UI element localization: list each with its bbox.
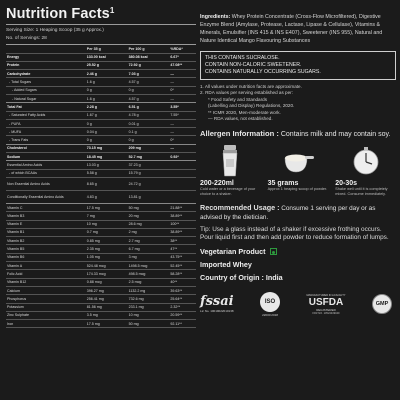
table-row xyxy=(6,203,196,211)
rda-value: — xyxy=(169,128,196,136)
nutrient-name: Folic Acid xyxy=(6,270,86,278)
nutrient-name: Vitamin B1 xyxy=(6,228,86,236)
rda-value: 0.92* xyxy=(169,153,196,161)
per-100g-value: 380.08 kcal xyxy=(128,53,170,61)
nutrient-name: Total Fat xyxy=(6,103,86,111)
per-100g-value: 732.6 mg xyxy=(128,295,170,303)
rda-value: 100** xyxy=(169,220,196,228)
nutrient-name: Vitamin B3 xyxy=(6,212,86,220)
rda-value: 0* xyxy=(169,136,196,144)
note-line: (Labelling and Display) Regulations, 2020. xyxy=(208,103,295,109)
per-serving-value: 0.85 mg xyxy=(86,237,128,245)
per-100g-value: 2 mg xyxy=(128,228,170,236)
sweetener-warning-box xyxy=(200,51,396,80)
nutrient-name: Carbohydrate xyxy=(6,70,86,78)
per-serving-value: 0 g xyxy=(86,136,128,144)
rda-value: — xyxy=(169,70,196,78)
nutrient-name: - MUFA xyxy=(6,128,86,136)
certification-logos xyxy=(200,292,396,317)
usage-tip: Tip: Use a glass instead of a shaker if excessive frothing occurs. Pour liquid first and then add powder to reduce formation of lumps. xyxy=(200,225,389,242)
note-line: * Food Safety and Standards xyxy=(208,96,267,102)
per-serving-value: 256.41 mg xyxy=(86,295,128,303)
per-100g-value: 50 mg xyxy=(128,203,170,211)
table-row xyxy=(6,153,196,161)
usage-scoop-amount: 35 grams xyxy=(267,179,299,187)
rda-value: 40** xyxy=(169,278,196,286)
per-serving-value: 0.7 mg xyxy=(86,228,128,236)
per-100g-value: 7.03 g xyxy=(128,70,170,78)
per-100g-value: 52.7 mg xyxy=(128,153,170,161)
per-100g-value: 24.72 g xyxy=(128,177,170,190)
rda-value xyxy=(169,169,196,177)
table-row xyxy=(6,136,196,144)
header-rda: %RDA* xyxy=(169,45,196,53)
nutrition-table xyxy=(6,45,196,328)
per-serving-value: 8.65 g xyxy=(86,177,128,190)
nutrient-name: Vitamin B12 xyxy=(6,278,86,286)
nutrient-name: Phosphorus xyxy=(6,295,86,303)
nutrient-name: Iron xyxy=(6,320,86,328)
per-100g-value: 0.01 g xyxy=(128,119,170,127)
per-100g-value: 72.92 g xyxy=(128,61,170,69)
table-row xyxy=(6,119,196,127)
rda-value: 21.88** xyxy=(169,203,196,211)
table-row xyxy=(6,245,196,253)
rda-value: 7.55* xyxy=(169,111,196,119)
nutrient-name: - Trans Fats xyxy=(6,136,86,144)
per-serving-value: 17.5 mg xyxy=(86,320,128,328)
usage-water-amount: 200-220ml xyxy=(200,179,234,187)
nutrient-name: Conditionally Essential Amino Acids xyxy=(6,190,86,203)
per-100g-value: 28.6 mg xyxy=(128,220,170,228)
rda-value: 39.63** xyxy=(169,286,196,294)
header-nutrient xyxy=(6,45,86,53)
usage-water-desc: Cold water or a beverage of your choice to a shaker. xyxy=(200,186,256,196)
rda-value: — xyxy=(169,78,196,86)
per-100g-value: 6.7 mg xyxy=(128,245,170,253)
nutrition-table-body xyxy=(6,53,196,328)
rda-value xyxy=(169,177,196,190)
table-row xyxy=(6,169,196,177)
per-serving-value: 18.45 mg xyxy=(86,153,128,161)
ingredients: Ingredients: Whey Protein Concentrate (Cross-Flow Microfiltered), Digestive Enzyme Blend (Amylase, Protease, Lactase, Lipase & Cellulase), Vitamins & Minerals, Emulsifier (INS 415 & INS E407), Sweetener (INS 955), Natural and Nature Identical Mango Flavouring Substances xyxy=(200,14,383,44)
rda-value: 2.32** xyxy=(169,303,196,311)
table-row xyxy=(6,177,196,190)
usfda-logo: MANUFACTURED IN A FACILITY USFDA REGISTERED FFR NO. 10524439049 xyxy=(306,293,346,315)
per-100g-value: 2.7 mg xyxy=(128,237,170,245)
per-serving-value: 1.6 g xyxy=(86,78,128,86)
per-100g-value: 50 mg xyxy=(128,320,170,328)
per-serving-value: 5.58 g xyxy=(86,169,128,177)
number-of-servings: No. of Servings: 28 xyxy=(6,35,196,45)
rda-value: 47** xyxy=(169,245,196,253)
table-row xyxy=(6,111,196,119)
usage-step-scoop xyxy=(268,144,329,197)
usage-steps xyxy=(200,144,396,197)
per-100g-value: 3 mg xyxy=(128,253,170,261)
nutrient-name: - Total Sugars xyxy=(6,78,86,86)
per-100g-value: 13.81 g xyxy=(128,190,170,203)
per-100g-value: 0 g xyxy=(128,86,170,94)
usage-step-water xyxy=(200,144,261,197)
per-serving-value: 2.35 mg xyxy=(86,245,128,253)
note-line: ** ICMR 2020, Men-moderate work. xyxy=(208,109,281,115)
table-row xyxy=(6,70,196,78)
table-row xyxy=(6,262,196,270)
table-row xyxy=(6,220,196,228)
per-100g-value: 0.1 g xyxy=(128,128,170,136)
nutrient-name: Vitamin B6 xyxy=(6,253,86,261)
usage-shake-desc: Shake well until it is completely mixed. Consume immediately. xyxy=(335,186,388,196)
warning-line: CONTAINS NATURALLY OCCURRING SUGARS. xyxy=(205,68,321,75)
per-serving-value: 3.5 mg xyxy=(86,311,128,319)
header-per-serving: Per 35 g xyxy=(86,45,128,53)
table-row xyxy=(6,253,196,261)
nutrition-facts-title: Nutrition Facts$^1$ xyxy=(6,6,196,25)
nutrition-facts-panel xyxy=(6,6,196,396)
table-row xyxy=(6,53,196,61)
per-100g-value: 4.57 g xyxy=(128,94,170,102)
rda-value: 47.08** xyxy=(169,61,196,69)
per-serving-value: 1.67 g xyxy=(86,111,128,119)
serving-size: Serving Size: 1 Heaping Scoop (35 g Approx.) xyxy=(6,28,104,33)
per-100g-value: 10 mg xyxy=(128,311,170,319)
per-serving-value: 0.88 mcg xyxy=(86,278,128,286)
table-row xyxy=(6,103,196,111)
nutrient-name: Vitamin B5 xyxy=(6,245,86,253)
header-per-100g: Per 100 g xyxy=(128,45,170,53)
nutrition-table-header xyxy=(6,45,196,53)
warning-line: CONTAIN NON-CALORIC SWEETENER. xyxy=(205,61,302,68)
per-100g-value: 37.23 g xyxy=(128,161,170,169)
rda-value: 38** xyxy=(169,237,196,245)
table-row xyxy=(6,303,196,311)
table-row xyxy=(6,61,196,69)
per-serving-value: 13.03 g xyxy=(86,161,128,169)
table-row xyxy=(6,320,196,328)
per-serving-value: 10 mg xyxy=(86,220,128,228)
rda-value: 25.64** xyxy=(169,295,196,303)
usage-scoop-desc: Approx 1 heaping scoop of powder. xyxy=(267,186,328,191)
per-serving-value: 81.56 mg xyxy=(86,303,128,311)
rda-notes xyxy=(200,84,396,123)
per-100g-value: 15.79 g xyxy=(128,169,170,177)
per-serving-value: 1.05 mg xyxy=(86,253,128,261)
table-row xyxy=(6,295,196,303)
note-line: 1. All values under nutrition facts are approximate. xyxy=(200,83,302,89)
rda-value: 0* xyxy=(169,86,196,94)
nutrient-name: Vitamin E xyxy=(6,220,86,228)
table-row xyxy=(6,161,196,169)
usage-shake-time: 20-30s xyxy=(335,179,358,187)
per-serving-value: 133.00 kcal xyxy=(86,53,128,61)
per-100g-value: 0 g xyxy=(128,136,170,144)
rda-value: 6.67* xyxy=(169,53,196,61)
nutrient-name: Sodium xyxy=(6,153,86,161)
rda-value: 43.75** xyxy=(169,253,196,261)
vegetarian-product: Vegetarian Product xyxy=(200,247,396,256)
per-100g-value: 6.51 g xyxy=(128,103,170,111)
per-serving-value: 0.04 g xyxy=(86,128,128,136)
gmp-logo: GMP xyxy=(372,294,392,314)
per-serving-value: 2.28 g xyxy=(86,103,128,111)
table-row xyxy=(6,86,196,94)
usage-step-shake xyxy=(335,144,396,197)
rda-value: — xyxy=(169,94,196,102)
table-row xyxy=(6,237,196,245)
table-row xyxy=(6,270,196,278)
timer-icon xyxy=(335,144,396,178)
per-serving-value: 4.83 g xyxy=(86,190,128,203)
per-100g-value: 1498.5 mcg xyxy=(128,262,170,270)
rda-value: 3.55* xyxy=(169,103,196,111)
rda-value xyxy=(169,190,196,203)
nutrient-name: - PUFA xyxy=(6,119,86,127)
nutrient-name: Energy xyxy=(6,53,86,61)
per-serving-value: 17.5 mg xyxy=(86,203,128,211)
iso-logo: ISO 22000:2018 xyxy=(260,292,280,317)
per-serving-value: 7 mg xyxy=(86,212,128,220)
rda-value: — xyxy=(169,144,196,152)
veg-symbol-icon xyxy=(270,248,277,255)
rda-value xyxy=(169,161,196,169)
table-row xyxy=(6,190,196,203)
table-row xyxy=(6,128,196,136)
table-row xyxy=(6,78,196,86)
scoop-icon xyxy=(268,144,329,178)
per-100g-value: 209 mg xyxy=(128,144,170,152)
nutrient-name: Vitamin C xyxy=(6,203,86,211)
rda-value: 58.28** xyxy=(169,270,196,278)
nutrient-name: Vitamin B2 xyxy=(6,237,86,245)
table-row xyxy=(6,144,196,152)
rda-value: 92.11** xyxy=(169,320,196,328)
nutrient-name: - of which BCAAs xyxy=(6,169,86,177)
rda-value: 52.45** xyxy=(169,262,196,270)
table-row xyxy=(6,212,196,220)
nutrient-name: - Natural Sugar xyxy=(6,94,86,102)
nutrient-name: Non Essential Amino Acids xyxy=(6,177,86,190)
rda-value: 38.89** xyxy=(169,228,196,236)
per-serving-value: 0 g xyxy=(86,119,128,127)
nutrient-name: Cholesterol xyxy=(6,144,86,152)
note-line: 2. RDA values per serving established as per: xyxy=(200,90,293,96)
nutrient-name: - Saturated Fatty Acids xyxy=(6,111,86,119)
per-serving-value: 174.33 mcg xyxy=(86,270,128,278)
table-row xyxy=(6,228,196,236)
nutrient-name: - Added Sugars xyxy=(6,86,86,94)
shaker-icon xyxy=(200,144,261,178)
nutrient-name: Essential Amino Acids xyxy=(6,161,86,169)
fssai-logo: fssai Lic No. 10019022010138 xyxy=(200,294,234,314)
nutrient-name: Potassium xyxy=(6,303,86,311)
allergen-information: Allergen Information : Contains milk and may contain soy. xyxy=(200,128,391,138)
per-100g-value: 4.57 g xyxy=(128,78,170,86)
country-of-origin: Country of Origin : India xyxy=(200,272,283,282)
product-info-panel xyxy=(200,14,396,394)
table-row xyxy=(6,278,196,286)
rda-value: 38.89** xyxy=(169,212,196,220)
per-serving-value: 73.15 mg xyxy=(86,144,128,152)
nutrient-name: Calcium xyxy=(6,286,86,294)
nutrient-name: Zinc Sulphate xyxy=(6,311,86,319)
per-100g-value: 498.5 mcg xyxy=(128,270,170,278)
recommended-usage: Recommended Usage : Consume 1 serving per day or as advised by the dietician. xyxy=(200,202,376,221)
per-serving-value: 1.6 g xyxy=(86,94,128,102)
imported-whey: Imported Whey xyxy=(200,259,252,269)
nutrient-name: Protein xyxy=(6,61,86,69)
per-serving-value: 2.46 g xyxy=(86,70,128,78)
per-serving-value: 524.48 mcg xyxy=(86,262,128,270)
per-100g-value: 1132.2 mg xyxy=(128,286,170,294)
per-100g-value: 233.1 mg xyxy=(128,303,170,311)
nutrient-name: Vitamin A xyxy=(6,262,86,270)
table-row xyxy=(6,311,196,319)
note-line: — RDA values, not established. xyxy=(208,116,273,122)
table-row xyxy=(6,94,196,102)
per-serving-value: 0 g xyxy=(86,86,128,94)
per-serving-value: 25.52 g xyxy=(86,61,128,69)
per-100g-value: 2.5 mcg xyxy=(128,278,170,286)
per-100g-value: 4.78 g xyxy=(128,111,170,119)
per-serving-value: 396.27 mg xyxy=(86,286,128,294)
warning-line: THIS CONTAINS SUCRALOSE. xyxy=(205,54,280,61)
per-100g-value: 20 mg xyxy=(128,212,170,220)
rda-value: 20.59** xyxy=(169,311,196,319)
table-row xyxy=(6,286,196,294)
rda-value: — xyxy=(169,119,196,127)
